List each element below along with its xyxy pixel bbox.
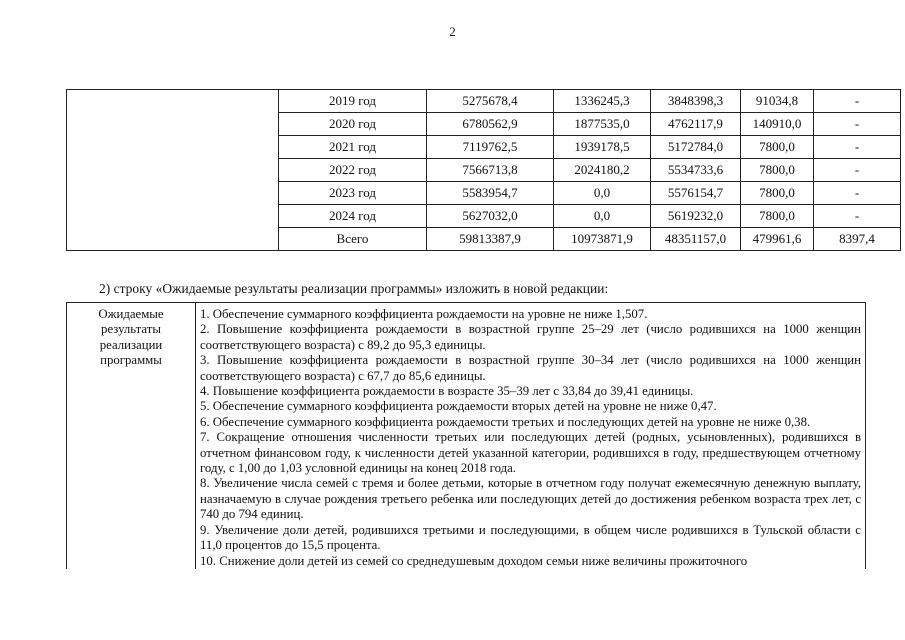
finance-value-cell: - bbox=[814, 182, 901, 205]
finance-year-cell: 2024 год bbox=[279, 205, 427, 228]
result-item: 6. Обеспечение суммарного коэффициента рождаемости третьих и последующих детей на уровне не ниже 0,38. bbox=[200, 414, 811, 429]
finance-value-cell: - bbox=[814, 205, 901, 228]
results-label-cell: Ожидаемые результаты реализации программы bbox=[67, 303, 196, 569]
result-item: 3. Повышение коэффициента рождаемости в возрастной группе 30–34 лет (число родившихся на 1000 женщин соответствующего возраста) с 67,7 до 85,6 единицы. bbox=[200, 353, 861, 383]
finance-value-cell: 6780562,9 bbox=[427, 113, 554, 136]
finance-value-cell: 3848398,3 bbox=[651, 90, 741, 113]
finance-value-cell: 4762117,9 bbox=[651, 113, 741, 136]
finance-value-cell: 91034,8 bbox=[741, 90, 814, 113]
finance-value-cell: 48351157,0 bbox=[651, 228, 741, 251]
finance-year-cell: 2020 год bbox=[279, 113, 427, 136]
page-number: 2 bbox=[449, 24, 456, 39]
results-content-cell bbox=[196, 303, 866, 569]
amendment-intro-text: 2) строку «Ожидаемые результаты реализации программы» изложить в новой редакции: bbox=[99, 281, 609, 296]
finance-year-cell: 2021 год bbox=[279, 136, 427, 159]
finance-year-cell: 2023 год bbox=[279, 182, 427, 205]
finance-value-cell: - bbox=[814, 159, 901, 182]
finance-value-cell: 5534733,6 bbox=[651, 159, 741, 182]
finance-value-cell: 2024180,2 bbox=[554, 159, 651, 182]
finance-row bbox=[67, 90, 901, 113]
result-item: 2. Повышение коэффициента рождаемости в возрастной группе 25–29 лет (число родившихся на 1000 женщин соответствующего возраста) с 89,2 до 95,3 единицы. bbox=[200, 322, 861, 352]
result-item: 4. Повышение коэффициента рождаемости в возрасте 35–39 лет с 33,84 до 39,41 единицы. bbox=[200, 384, 694, 399]
finance-value-cell: - bbox=[814, 90, 901, 113]
result-item: 5. Обеспечение суммарного коэффициента рождаемости вторых детей на уровне не ниже 0,47. bbox=[200, 399, 717, 414]
finance-value-cell: 1877535,0 bbox=[554, 113, 651, 136]
finance-value-cell: 1939178,5 bbox=[554, 136, 651, 159]
finance-year-cell: 2019 год bbox=[279, 90, 427, 113]
finance-value-cell: 5619232,0 bbox=[651, 205, 741, 228]
finance-left-blank-cell bbox=[67, 90, 279, 251]
finance-table bbox=[66, 89, 901, 251]
results-row bbox=[67, 303, 866, 569]
finance-year-cell: Всего bbox=[279, 228, 427, 251]
finance-value-cell: - bbox=[814, 113, 901, 136]
finance-value-cell: 7566713,8 bbox=[427, 159, 554, 182]
finance-value-cell: 0,0 bbox=[554, 182, 651, 205]
result-item: 1. Обеспечение суммарного коэффициента рождаемости на уровне не ниже 1,507. bbox=[200, 307, 648, 321]
finance-value-cell: 8397,4 bbox=[814, 228, 901, 251]
finance-value-cell: 5627032,0 bbox=[427, 205, 554, 228]
finance-value-cell: 1336245,3 bbox=[554, 90, 651, 113]
finance-value-cell: 5576154,7 bbox=[651, 182, 741, 205]
finance-value-cell: 0,0 bbox=[554, 205, 651, 228]
finance-value-cell: 7800,0 bbox=[741, 205, 814, 228]
finance-value-cell: 7800,0 bbox=[741, 182, 814, 205]
finance-value-cell: 7800,0 bbox=[741, 159, 814, 182]
finance-value-cell: 140910,0 bbox=[741, 113, 814, 136]
finance-year-cell: 2022 год bbox=[279, 159, 427, 182]
finance-value-cell: 59813387,9 bbox=[427, 228, 554, 251]
finance-value-cell: 7800,0 bbox=[741, 136, 814, 159]
finance-value-cell: 10973871,9 bbox=[554, 228, 651, 251]
finance-value-cell: 7119762,5 bbox=[427, 136, 554, 159]
finance-value-cell: 5583954,7 bbox=[427, 182, 554, 205]
finance-value-cell: - bbox=[814, 136, 901, 159]
result-item: 8. Увеличение числа семей с тремя и более детьми, которые в отчетном году получат ежемесячную денежную выплату, назначаемую в случае рождения третьего ребенка или последующих детей до достижения ребенком возраста трех лет, с 740 до 794 единиц. bbox=[200, 476, 861, 522]
result-item: 9. Увеличение доли детей, родившихся третьими и последующими, в общем числе родившихся в Тульской области с 11,0 процентов до 15,5 процента. bbox=[200, 522, 861, 553]
finance-value-cell: 5172784,0 bbox=[651, 136, 741, 159]
result-item: 7. Сокращение отношения численности третьих или последующих детей (родных, усыновленных), родившихся в отчетном финансовом году, к численности детей указанной категории, родившихся в году, предшествующем отчетному году, с 1,00 до 1,03 условной единицы на конец 2018 года. bbox=[200, 430, 861, 476]
result-item: 10. Снижение доли детей из семей со среднедушевым доходом семьи ниже величины прожиточного bbox=[200, 553, 748, 568]
finance-value-cell: 479961,6 bbox=[741, 228, 814, 251]
results-table bbox=[66, 302, 866, 569]
finance-value-cell: 5275678,4 bbox=[427, 90, 554, 113]
